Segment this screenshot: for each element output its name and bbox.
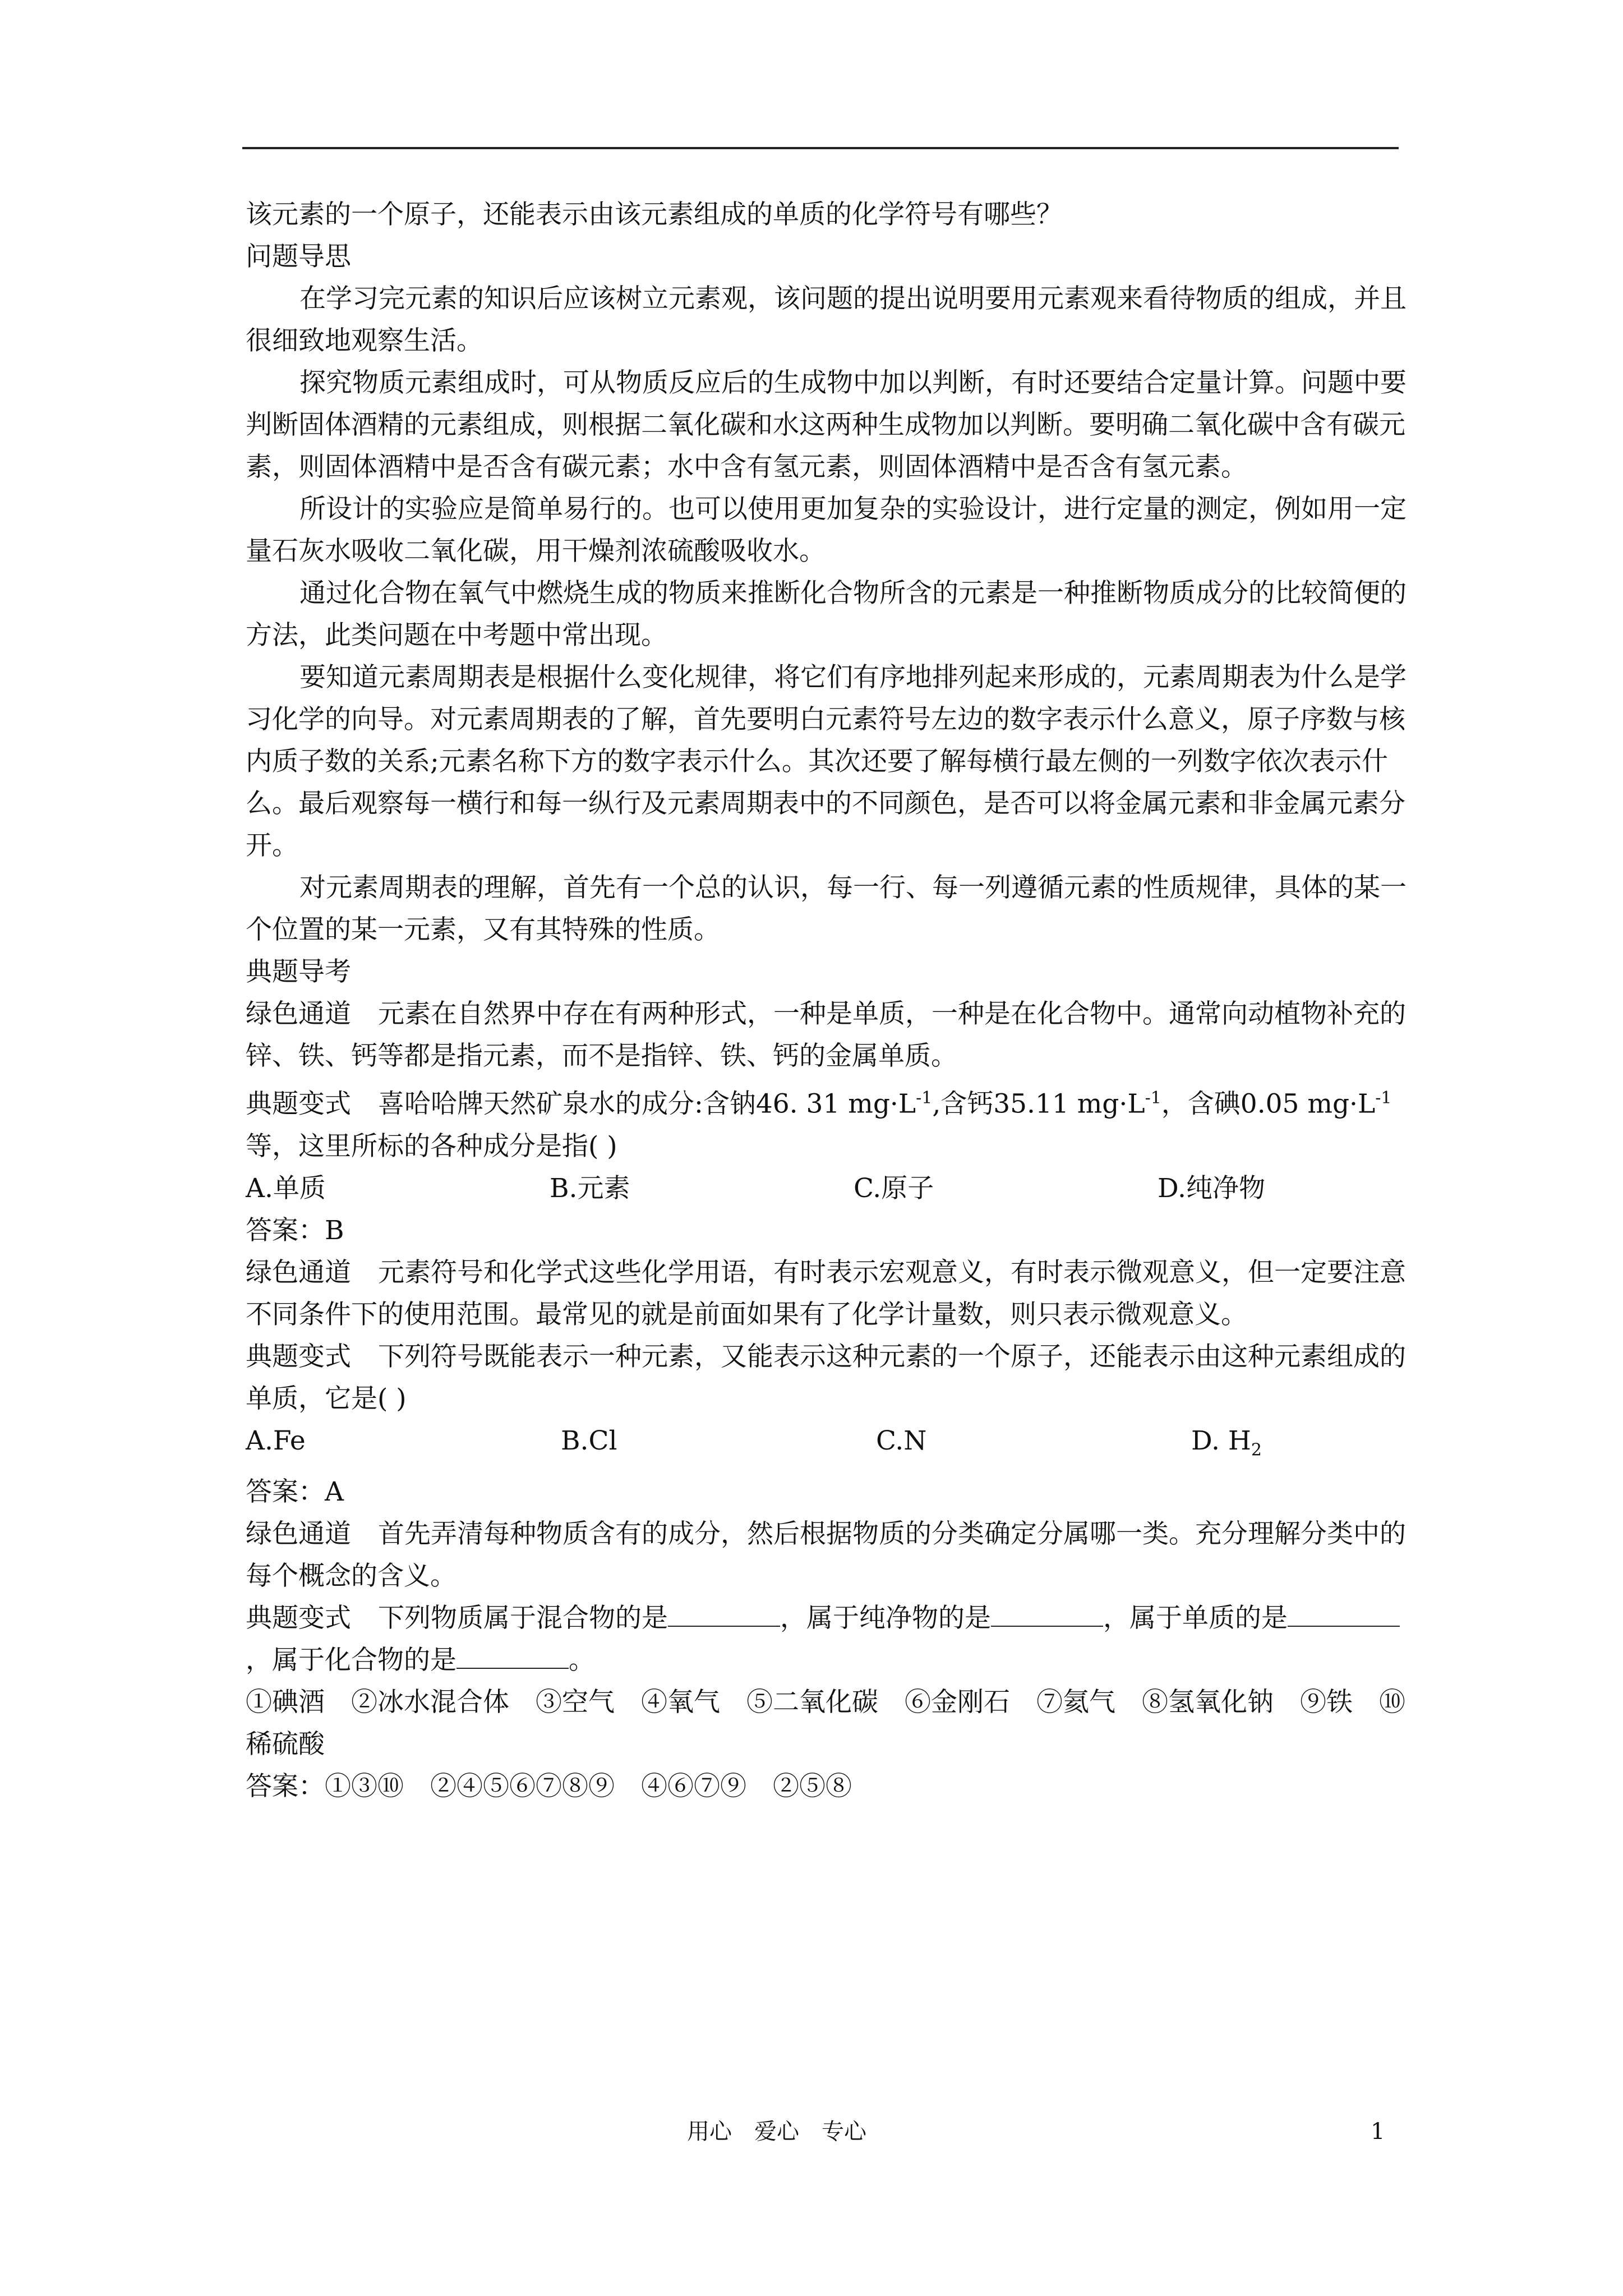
option-c: C.原子 — [854, 1172, 934, 1204]
tip-label: 绿色通道 — [246, 999, 351, 1029]
variant-label: 典题变式 — [246, 1088, 351, 1120]
question-stem: 典题变式 下列符号既能表示一种元素，又能表示这种元素的一个原子，还能表示由这种元素组成的单质，它是( ) — [246, 1341, 1406, 1414]
answer: 答案：B — [246, 1214, 344, 1246]
answer-blank[interactable] — [1288, 1603, 1400, 1627]
option-d: D.纯净物 — [1158, 1172, 1265, 1204]
option-a: A.Fe — [246, 1425, 306, 1456]
answer: 答案：A — [246, 1476, 344, 1508]
paragraph: 对元素周期表的理解，首先有一个总的认识，每一行、每一列遵循元素的性质规律，具体的某一个位置的某一元素，又有其特殊的性质。 — [246, 872, 1407, 945]
question-stem: 典题变式 下列物质属于混合物的是 ，属于纯净物的是 ，属于单质的是，属于化合物的是 。 — [246, 1597, 1407, 1681]
option-d: D. $H_2$ — [1191, 1425, 1262, 1460]
tip-text: 元素在自然界中存在有两种形式，一种是单质，一种是在化合物中。通常向动植物补充的锌、铁、钙等都是指元素，而不是指锌、铁、钙的金属单质。 — [246, 999, 1406, 1071]
item-list: ①碘酒 ②冰水混合体 ③空气 ④氧气 ⑤二氧化碳 ⑥金刚石 ⑦氦气 ⑧氢氧化钠 ⑨铁 ⑩稀硫酸 — [246, 1687, 1405, 1760]
paragraph: 所设计的实验应是简单易行的。也可以使用更加复杂的实验设计，进行定量的测定，例如用一定量石灰水吸收二氧化碳，用干燥剂浓硫酸吸收水。 — [246, 494, 1407, 567]
section-heading: 问题导思 — [246, 241, 351, 272]
answer-blank[interactable] — [457, 1645, 569, 1669]
paragraph: 要知道元素周期表是根据什么变化规律，将它们有序地排列起来形成的，元素周期表为什么是学习化学的向导。对元素周期表的了解，首先要明白元素符号左边的数字表示什么意义，原子序数与核内质子数的关系;元素名称下方的数字表示什么。其次还要了解每横行最左侧的一列数字依次表示什么。最后观察每一横行和每一纵行及元素周期表中的不同颜色，是否可以将金属元素和非金属元素分开。 — [246, 662, 1407, 861]
answer-blank[interactable] — [668, 1603, 780, 1627]
variant-label: 典题变式 — [246, 1603, 351, 1634]
footer-motto: 用心 爱心 专心 — [687, 2119, 866, 2145]
answer: 答案：①③⑩ ②④⑤⑥⑦⑧⑨ ④⑥⑦⑨ ②⑤⑧ — [246, 1771, 852, 1802]
paragraph: 该元素的一个原子，还能表示由该元素组成的单质的化学符号有哪些？ — [246, 199, 1063, 230]
answer-options — [246, 1420, 1407, 1471]
option-a: A.单质 — [246, 1172, 326, 1204]
section-heading: 典题导考 — [246, 956, 351, 987]
paragraph: 通过化合物在氧气中燃烧生成的物质来推断化合物所含的元素是一种推断物质成分的比较简便的方法，此类问题在中考题中常出现。 — [246, 578, 1407, 651]
question-stem: 典题变式 喜哈哈牌天然矿泉水的成分:含钠46. 31 $mg\cdot L^{-1}$,含钙35.11 $mg\cdot L^{-1}$，含碘0.05 $mg\cdot L^{-1}$等，这里所标的各种成分是指( ) — [246, 1088, 1392, 1162]
tip-paragraph — [246, 993, 1407, 1077]
option-b: B.元素 — [550, 1172, 630, 1204]
page-number: 1 — [1371, 2119, 1385, 2145]
document-body — [246, 194, 1407, 1807]
tip-text: 元素符号和化学式这些化学用语，有时表示宏观意义，有时表示微观意义，但一定要注意不同条件下的使用范围。最常见的就是前面如果有了化学计量数，则只表示微观意义。 — [246, 1257, 1406, 1330]
paragraph: 在学习完元素的知识后应该树立元素观，该问题的提出说明要用元素观来看待物质的组成，并且很细致地观察生活。 — [246, 283, 1407, 356]
variant-label: 典题变式 — [246, 1341, 351, 1372]
option-b: B.Cl — [561, 1425, 617, 1456]
tip-text: 首先弄清每种物质含有的成分，然后根据物质的分类确定分属哪一类。充分理解分类中的每个概念的含义。 — [246, 1519, 1406, 1592]
tip-paragraph — [246, 1513, 1407, 1597]
tip-paragraph — [246, 1251, 1407, 1336]
tip-label: 绿色通道 — [246, 1257, 351, 1288]
tip-label: 绿色通道 — [246, 1519, 351, 1550]
option-c: C.N — [876, 1425, 927, 1456]
answer-blank[interactable] — [991, 1603, 1103, 1627]
header-rule — [242, 147, 1399, 149]
answer-options — [246, 1167, 1407, 1209]
paragraph: 探究物质元素组成时，可从物质反应后的生成物中加以判断，有时还要结合定量计算。问题中要判断固体酒精的元素组成，则根据二氧化碳和水这两种生成物加以判断。要明确二氧化碳中含有碳元素，则固体酒精中是否含有碳元素；水中含有氢元素，则固体酒精中是否含有氢元素。 — [246, 367, 1407, 482]
